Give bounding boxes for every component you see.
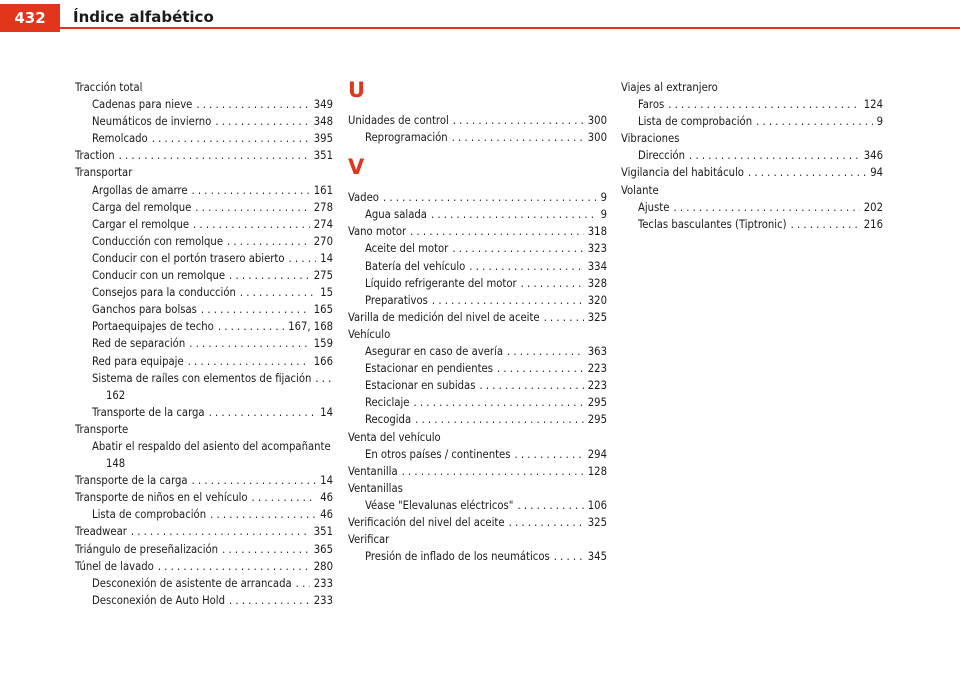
index-entry: Transporte de la carga . . . 14 (75, 404, 333, 421)
index-heading: Venta del vehículo (348, 430, 441, 444)
index-entry: Túnel de lavado . . . 280 (75, 558, 333, 575)
index-entry: Desconexión de asistente de arrancada . . . 233 (75, 575, 333, 592)
index-entry: Ganchos para bolsas . . . 165 (75, 301, 333, 318)
index-entry: Conducir con un remolque . . . 275 (75, 267, 333, 284)
index-entry: Lista de comprobación . . . 9 (621, 113, 883, 130)
index-entry: Vigilancia del habitáculo . . . 94 (621, 164, 883, 181)
index-entry-wrapped: Abatir el respaldo del asiento del acompañante 148 (92, 439, 331, 471)
index-heading: Viajes al extranjero (621, 81, 718, 94)
index-entry: Aceite del motor . . . 323 (348, 240, 607, 257)
index-entry: Triángulo de preseñalización . . . 365 (75, 541, 333, 558)
index-column-1 (75, 79, 333, 609)
index-heading: Volante (621, 183, 659, 197)
index-entry: Preparativos . . . 320 (348, 292, 607, 309)
index-entry: Argollas de amarre . . . 161 (75, 182, 333, 199)
index-entry: Red para equipaje . . . 166 (75, 353, 333, 370)
index-heading: Transportar (75, 166, 133, 180)
index-entry: Desconexión de Auto Hold . . . 233 (75, 592, 333, 609)
index-heading: Transporte (75, 422, 129, 436)
index-heading: Verificar (348, 533, 390, 547)
index-entry: Conducir con el portón trasero abierto . . . 14 (75, 250, 333, 267)
index-entry: Ajuste . . . 202 (621, 199, 883, 216)
index-entry: Ventanilla . . . 128 (348, 463, 607, 480)
index-heading: Ventanillas (348, 481, 403, 495)
index-column-2 (348, 79, 607, 565)
section-letter-v: V (348, 155, 365, 180)
section-letter-u: U (348, 78, 366, 102)
index-entry: Líquido refrigerante del motor . . . 328 (348, 275, 607, 292)
index-entry: Verificación del nivel del aceite . . . 325 (348, 514, 607, 531)
index-entry: Estacionar en subidas . . . 223 (348, 377, 607, 394)
index-entry: Vano motor . . . 318 (348, 223, 607, 240)
index-entry: Transporte de niños en el vehículo . . . 46 (75, 489, 333, 506)
index-column-3 (621, 79, 883, 233)
index-entry: Vadeo . . . 9 (348, 189, 607, 206)
index-entry: Remolcado . . . 395 (75, 130, 333, 147)
index-heading: Tracción total (75, 81, 143, 94)
page-title: Índice alfabético (73, 8, 214, 26)
index-entry: En otros países / continentes . . . 294 (348, 446, 607, 463)
index-entry: Lista de comprobación . . . 46 (75, 506, 333, 523)
index-entry: Véase "Elevalunas eléctricos" . . . 106 (348, 497, 607, 514)
index-entry: Carga del remolque . . . 278 (75, 199, 333, 216)
index-entry: Neumáticos de invierno . . . 348 (75, 113, 333, 130)
index-entry: Batería del vehículo . . . 334 (348, 258, 607, 275)
index-entry: Cargar el remolque . . . 274 (75, 216, 333, 233)
index-heading: Vehículo (348, 327, 391, 341)
index-entry: Unidades de control . . . 300 (348, 112, 607, 129)
index-entry: Teclas basculantes (Tiptronic) . . . 216 (621, 216, 883, 233)
index-entry: Dirección . . . 346 (621, 147, 883, 164)
index-entry: Varilla de medición del nivel de aceite . . . 325 (348, 309, 607, 326)
index-entry: Treadwear . . . 351 (75, 523, 333, 540)
index-entry: Reciclaje . . . 295 (348, 394, 607, 411)
index-entry: Reprogramación . . . 300 (348, 129, 607, 146)
index-entry: Traction . . . 351 (75, 147, 333, 164)
index-entry: Transporte de la carga . . . 14 (75, 472, 333, 489)
index-entry: Estacionar en pendientes . . . 223 (348, 360, 607, 377)
header-rule (60, 27, 960, 29)
index-entry: Faros . . . 124 (621, 96, 883, 113)
index-entry: Consejos para la conducción . . . 15 (75, 284, 333, 301)
page-header (0, 0, 960, 36)
index-entry: Recogida . . . 295 (348, 411, 607, 428)
index-entry: Cadenas para nieve . . . 349 (75, 96, 333, 113)
index-entry-wrapped: Sistema de raíles con elementos de fijación . . . 162 (75, 370, 333, 404)
index-entry: Conducción con remolque . . . 270 (75, 233, 333, 250)
index-entry: Asegurar en caso de avería . . . 363 (348, 343, 607, 360)
index-heading: Vibraciones (621, 132, 680, 146)
index-entry: Red de separación . . . 159 (75, 335, 333, 352)
page-number: 432 (0, 4, 60, 32)
index-entry: Presión de inflado de los neumáticos . . . 345 (348, 548, 607, 565)
index-entry: Portaequipajes de techo . . . 167, 168 (75, 318, 333, 335)
index-entry: Agua salada . . . 9 (348, 206, 607, 223)
